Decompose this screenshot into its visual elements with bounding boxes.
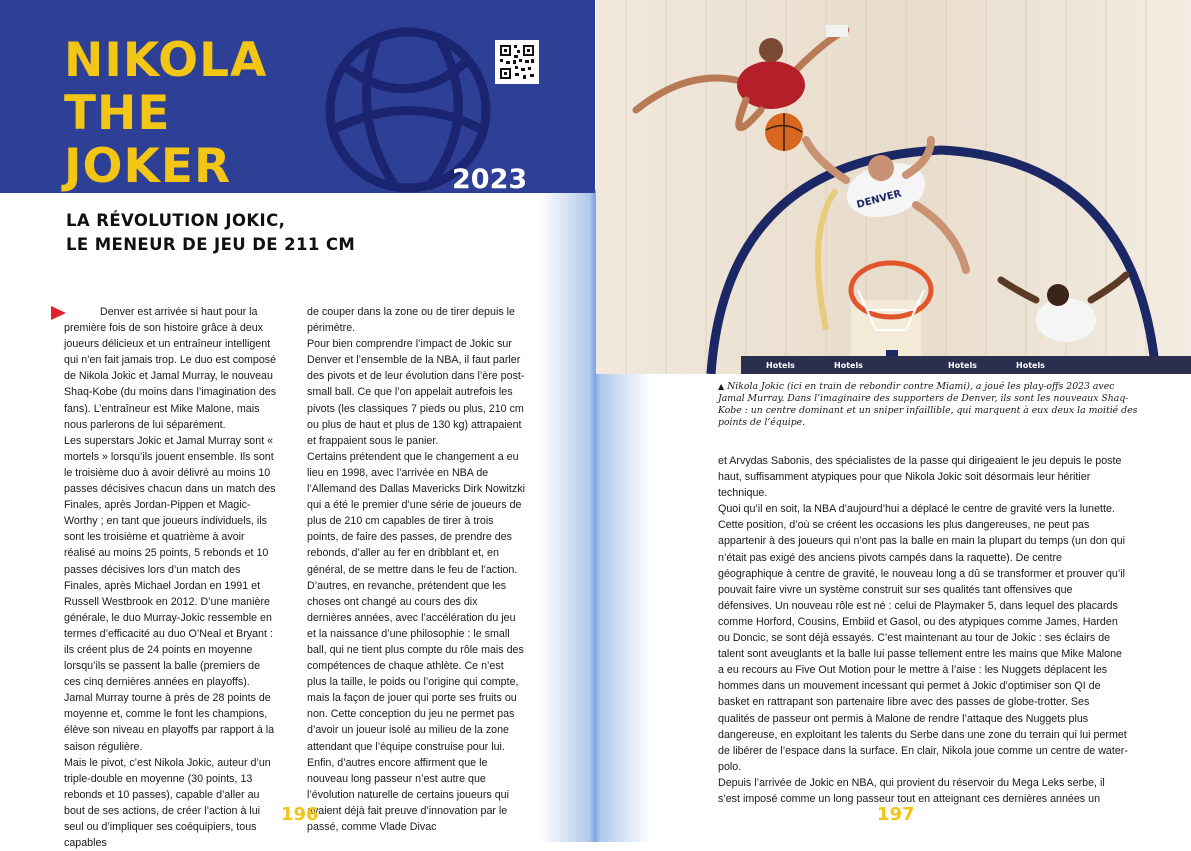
page-title: [64, 34, 267, 193]
paragraph: Mais le pivot, c’est Nikola Jokic, auteur d’un triple-double en moyenne (30 points, 13 rebonds et 10 passes), capable d’aller au bout de ses actions, de créer l’action à lui seul ou d’impliquer ses coéquipiers, tous capables: [64, 756, 271, 850]
paragraph: Certains prétendent que le changement a eu lieu en 1998, avec l’arrivée en NBA de l’Allemand des Dallas Mavericks Dirk Nowitzki qui a été le premier d’une série de joueurs de plus de 210 cm capables de tirer à trois points, de faire des passes, de prendre des rebonds, d’aller au fer en dribblant et, en général, de se mettre dans le feu de l’action. D’autres, en revanche, prétendent que les choses ont changé au cours des dix dernières années, avec l’accélération du jeu et la naissance d’une philosophie : le small ball, qui ne tient plus compte du rôle mais des compétences de chaque athlète. Ce n’est plus la taille, le poids ou l’origine qui compte, mais la façon de jouer qui porte ses fruits ou non. Cette conception du jeu ne permet pas d’avoir un joueur isolé au milieu de la zone attendant que l’équipe construise pour lui. Enfin, d’autres encore affirment que le nouveau long passeur n’est autre que l’évolution naturelle de certains joueurs qui avaient déjà fait preuve d’innovation par le passé, comme Vlade Divac: [307, 450, 525, 833]
jersey-text: DENVER: [855, 188, 903, 211]
paragraph: Denver est arrivée si haut pour la première fois de son histoire grâce à deux joueurs délicieux et un entraîneur intelligent qui n’en fait jamais trop. Le duo est composé de Nikola Jokic et Jamal Murray, le nouveau Shaq-Kobe (du moins dans l’imagination des fans). L’entraîneur est Mike Malone, mais nous parlerons de lui séparément.: [64, 306, 277, 431]
ad-board-text: Hotels: [834, 361, 863, 370]
article-subtitle: [66, 209, 355, 257]
game-photo: [596, 0, 1191, 374]
page-number-left: 196: [281, 804, 319, 825]
title-line: THE: [64, 86, 171, 141]
paragraph: Quoi qu’il en soit, la NBA d’aujourd’hui a déplacé le centre de gravité vers la lunette. Cette position, d’où se créent les occasions les plus dangereuses, ne peut pas appartenir à des joueurs qui n’ont pas la balle en main la plupart du temps (un don qui n’était pas exigé des anciens pivots campés dans la raquette). De centre géographique à centre de gravité, le nouveau long a dû se transformer et prouver qu’il pouvait faire vivre un système construit sur ses qualités tant offensives que défensives. Un nouveau rôle est né : celui de Playmaker 5, dans lequel des placards comme Horford, Cousins, Embiid et Gasol, ou des atypiques comme James, Harden ou Doncic, se sont déjà essayés. C’est maintenant au tour de Jokic : ses éclairs de talent sont aveuglants et la balle lui passe tellement entre les mains que Mike Malone a eu recours au Five Out Motion pour le mettre à l’aise : les Nuggets déplacent les hommes dans un mouvement incessant qui permet à Jokic d’optimiser son QI de basket en rattrapant son partenaire libre avec des passes de globe-trotter. Ses qualités de passeur ont permis à Malone de rendre l’attaque des Nuggets plus dangereuse, en exploitant les talents du Serbe dans une zone du terrain qui lui permet de libérer de l’espace dans la surface. En clair, Nikola joue comme un centre de water-polo.: [718, 503, 1128, 773]
subtitle-line: LE MENEUR DE JEU DE 211 CM: [66, 235, 356, 254]
year-label: 2023: [452, 164, 528, 195]
qr-code-icon[interactable]: [495, 40, 539, 84]
title-line: NIKOLA: [64, 33, 268, 88]
paragraph: et Arvydas Sabonis, des spécialistes de la passe qui dirigeaient le jeu depuis le poste haut, suffisamment atypiques pour que Nikola Jokic soit désormais leur héritier technique.: [718, 455, 1122, 500]
paragraph: Pour bien comprendre l’impact de Jokic sur Denver et l’ensemble de la NBA, il faut parler des pivots et de leur évolution dans l’ère post-small ball. Ce que l’on appelait autrefois les pivots (les classiques 7 pieds ou plus, 210 cm ou plus de haut et plus de 130 kg) attrapaient et frappaient sous le panier.: [307, 338, 525, 447]
photo-caption: [718, 381, 1138, 429]
text-column-2: [307, 304, 525, 835]
title-banner: [0, 0, 595, 193]
paragraph: de couper dans la zone ou de tirer depuis le périmètre.: [307, 306, 515, 335]
ad-board-text: Hotels: [766, 361, 795, 370]
paragraph: Depuis l’arrivée de Jokic en NBA, qui provient du réservoir du Mega Leks serbe, il s’est imposé comme un long passeur tout en atteignant ces dernières années un: [718, 776, 1105, 805]
title-line: JOKER: [64, 139, 232, 194]
game-photo-illustration: [596, 0, 1191, 374]
paragraph: Les superstars Jokic et Jamal Murray sont « mortels » lorsqu’ils jouent ensemble. Ils sont le troisième duo à avoir délivré au moins 10 passes décisives chacun dans un match des Finales, après Jordan-Pippen et Magic-Worthy ; en tant que joueurs individuels, ils sont les troisième et quatrième à avoir réalisé au moins 25 points, 5 rebonds et 10 passes décisives lors d’un match des Finales, après Michael Jordan en 1991 et Russell Westbrook en 2012. D’une manière générale, le duo Murray-Jokic ressemble en termes d’efficacité au duo O’Neal et Bryant : ils créent plus de 24 points en moyenne lorsqu’ils se passent la balle (premiers de ces cinq dernières années en playoffs). Jamal Murray tourne à près de 28 points de moyenne et, comme le font les champions, élève son niveau en playoffs par rapport à la saison régulière.: [64, 434, 276, 753]
ad-board-text: Hotels: [948, 361, 977, 370]
subtitle-line: LA RÉVOLUTION JOKIC,: [66, 211, 286, 230]
caption-arrow-icon: ▲: [718, 382, 725, 391]
ad-board-text: Hotels: [1016, 361, 1045, 370]
page-number-right: 197: [877, 804, 915, 825]
caption-text: Nikola Jokic (ici en train de rebondir contre Miami), a joué les play-offs 2023 avec Jamal Murray. Dans l’imaginaire des supporters de Denver, ils sont les nouveaux Shaq-Kobe : un centre dominant et un sniper infaillible, qui marquent à eux deux la moitié des points de l’équipe.: [718, 381, 1138, 428]
text-column-1: [64, 304, 279, 851]
text-column-3: [718, 453, 1128, 807]
